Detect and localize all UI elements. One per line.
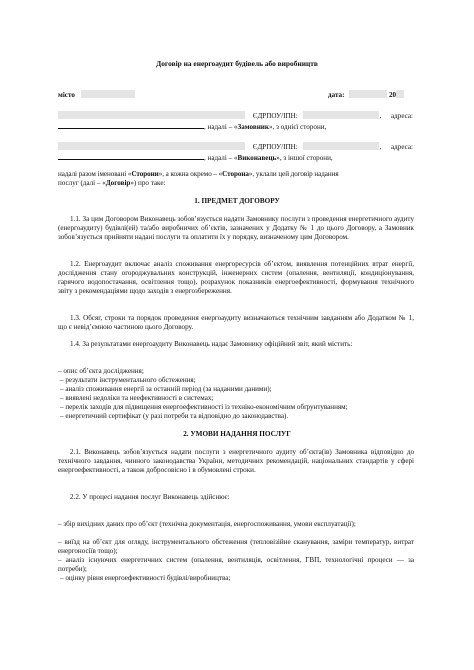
party1-name-field-tail [231, 111, 245, 119]
service-list-item: – збір вихідних даних про об’єкт (технічна документація, енергоспоживання, умови експлуатації); [58, 520, 356, 528]
date-line [328, 90, 404, 100]
clause-1-3: 1.3. Обсяг, строки та порядок проведення енергоаудиту визначаються технічним завданням або Додатком № 1, що є невід’ємною частиною цього Договору. [58, 314, 414, 331]
city-field[interactable] [81, 90, 135, 98]
party1-role: Замовник [237, 123, 269, 131]
date-field[interactable] [349, 90, 387, 98]
party1-comma: , [379, 112, 382, 120]
party2-comma: , [379, 143, 382, 151]
intro-text-5: ») про таке: [130, 179, 166, 187]
year-field[interactable] [396, 90, 404, 98]
city-line [58, 90, 135, 100]
clause-2-1: 2.1. Виконавець зобов’язується надати послуги з енергетичного аудиту об’єкта(ів) Замовника відповідно до технічного завдання, чинного законодавства України, методичних рекомендацій, національних стандартів у сфері енергоефективності, а також добросовісно і в обумовлені строки. [58, 448, 414, 474]
date-label: дата: [328, 91, 345, 99]
party1-line1 [58, 111, 413, 121]
party2-role: Виконавець [237, 154, 277, 162]
clause-1-2: 1.2. Енергоаудит включає аналіз споживання енергоресурсів об’єктом, виявлення потенційних втрат енергії, дослідження стану огороджувальних конструкцій, інженерних систем (опалення, вентиляції, кондиціонування, гарячого водопостачання, освітлення тощо), розрахунок показників енергоефективності, формування технічного звіту з рекомендаціями щодо заходів з енергозбереження. [58, 260, 414, 295]
intro-agreement-term: Договір [105, 179, 131, 187]
document-title: Договір на енергоаудит будівель або виробництв [156, 59, 318, 68]
report-list-item: – результати інструментального обстеження; [60, 376, 196, 384]
party2-named-prefix: , надалі – « [204, 154, 238, 162]
party1-named-suffix: », з однієї сторони, [268, 123, 327, 131]
party1-name-field[interactable] [58, 111, 231, 119]
service-list-item: – аналіз існуючих енергетичних систем (опалення, вентиляція, освітлення, ГВП, технологічні процеси — за потреби); [58, 556, 414, 573]
clause-1-4: 1.4. За результатами енергоаудиту Виконавець надає Замовнику офіційний звіт, який містить: [70, 340, 353, 348]
service-list-item: – оцінку рівня енергоефективності будівлі/виробництва; [60, 574, 231, 582]
party2-named-suffix: », з іншої сторони, [276, 154, 333, 162]
intro-text-4: послуг (далі – « [58, 179, 106, 187]
report-list-item: – опис об’єкта дослідження; [58, 367, 144, 375]
section2-heading: 2. УМОВИ НАДАННЯ ПОСЛУГ [183, 430, 291, 438]
party2-edrpou-field[interactable] [303, 142, 382, 151]
section1-heading: 1. ПРЕДМЕТ ДОГОВОРУ [194, 197, 280, 205]
intro-text-3: », уклали цей договір надання [248, 170, 339, 178]
intro-text-1: надалі разом іменовані « [58, 170, 132, 178]
party2-line1 [58, 142, 413, 152]
year-prefix: 20 [389, 91, 397, 99]
party2-line2 [58, 152, 333, 163]
party1-edrpou-field[interactable] [303, 111, 382, 120]
party2-name-field-tail [231, 142, 245, 150]
service-list-item: – виїзд на об’єкт для огляду, інструментального обстеження (тепловізійне сканування, заміри температур, витрат енергоносіїв тощо); [58, 538, 414, 555]
report-list-item: – перелік заходів для підвищення енергоефективності із техніко-економічним обґрунтуванням; [60, 403, 348, 411]
intro-text-2: », а кожна окремо – « [158, 170, 223, 178]
clause-1-1: 1.1. За цим Договором Виконавець зобов’язується надати Замовнику послуги з проведення енергетичного аудиту (енергоаудиту) будівлі(ей) та/або виробничих об’єктів, зазначених у Додатку № 1 до цього Договору, а Замовник зобов’язується прийняти надані послуги та оплатити їх у порядку, визначеному цим Договором. [58, 215, 414, 241]
intro-line2 [58, 179, 414, 188]
party1-address-label: адреса: [391, 112, 414, 120]
party2-name-field[interactable] [58, 142, 231, 150]
report-list-item: – аналіз споживання енергії за останній період (за наданими даними); [60, 385, 272, 393]
city-label: місто [58, 91, 75, 99]
intro-parties-term: Сторони [131, 170, 159, 178]
report-list-item: – енергетичний сертифікат (у разі потреби та відповідно до законодавства). [60, 412, 289, 420]
clause-2-2: 2.2. У процесі надання послуг Виконавець здійснює: [70, 493, 230, 501]
intro-line1 [58, 170, 414, 179]
party1-named-prefix: , надалі – « [204, 123, 238, 131]
report-list-item: – виявлені недоліки та неефективності в системах; [60, 394, 214, 402]
intro-party-term: Сторона [222, 170, 249, 178]
party1-edrpou-label: ЄДРПОУ/ІПН: [252, 112, 298, 120]
party2-address-field[interactable] [58, 152, 204, 160]
party1-line2 [58, 121, 326, 132]
party1-address-field[interactable] [58, 121, 204, 129]
party2-address-label: адреса: [391, 143, 414, 151]
party2-edrpou-label: ЄДРПОУ/ІПН: [252, 143, 298, 151]
